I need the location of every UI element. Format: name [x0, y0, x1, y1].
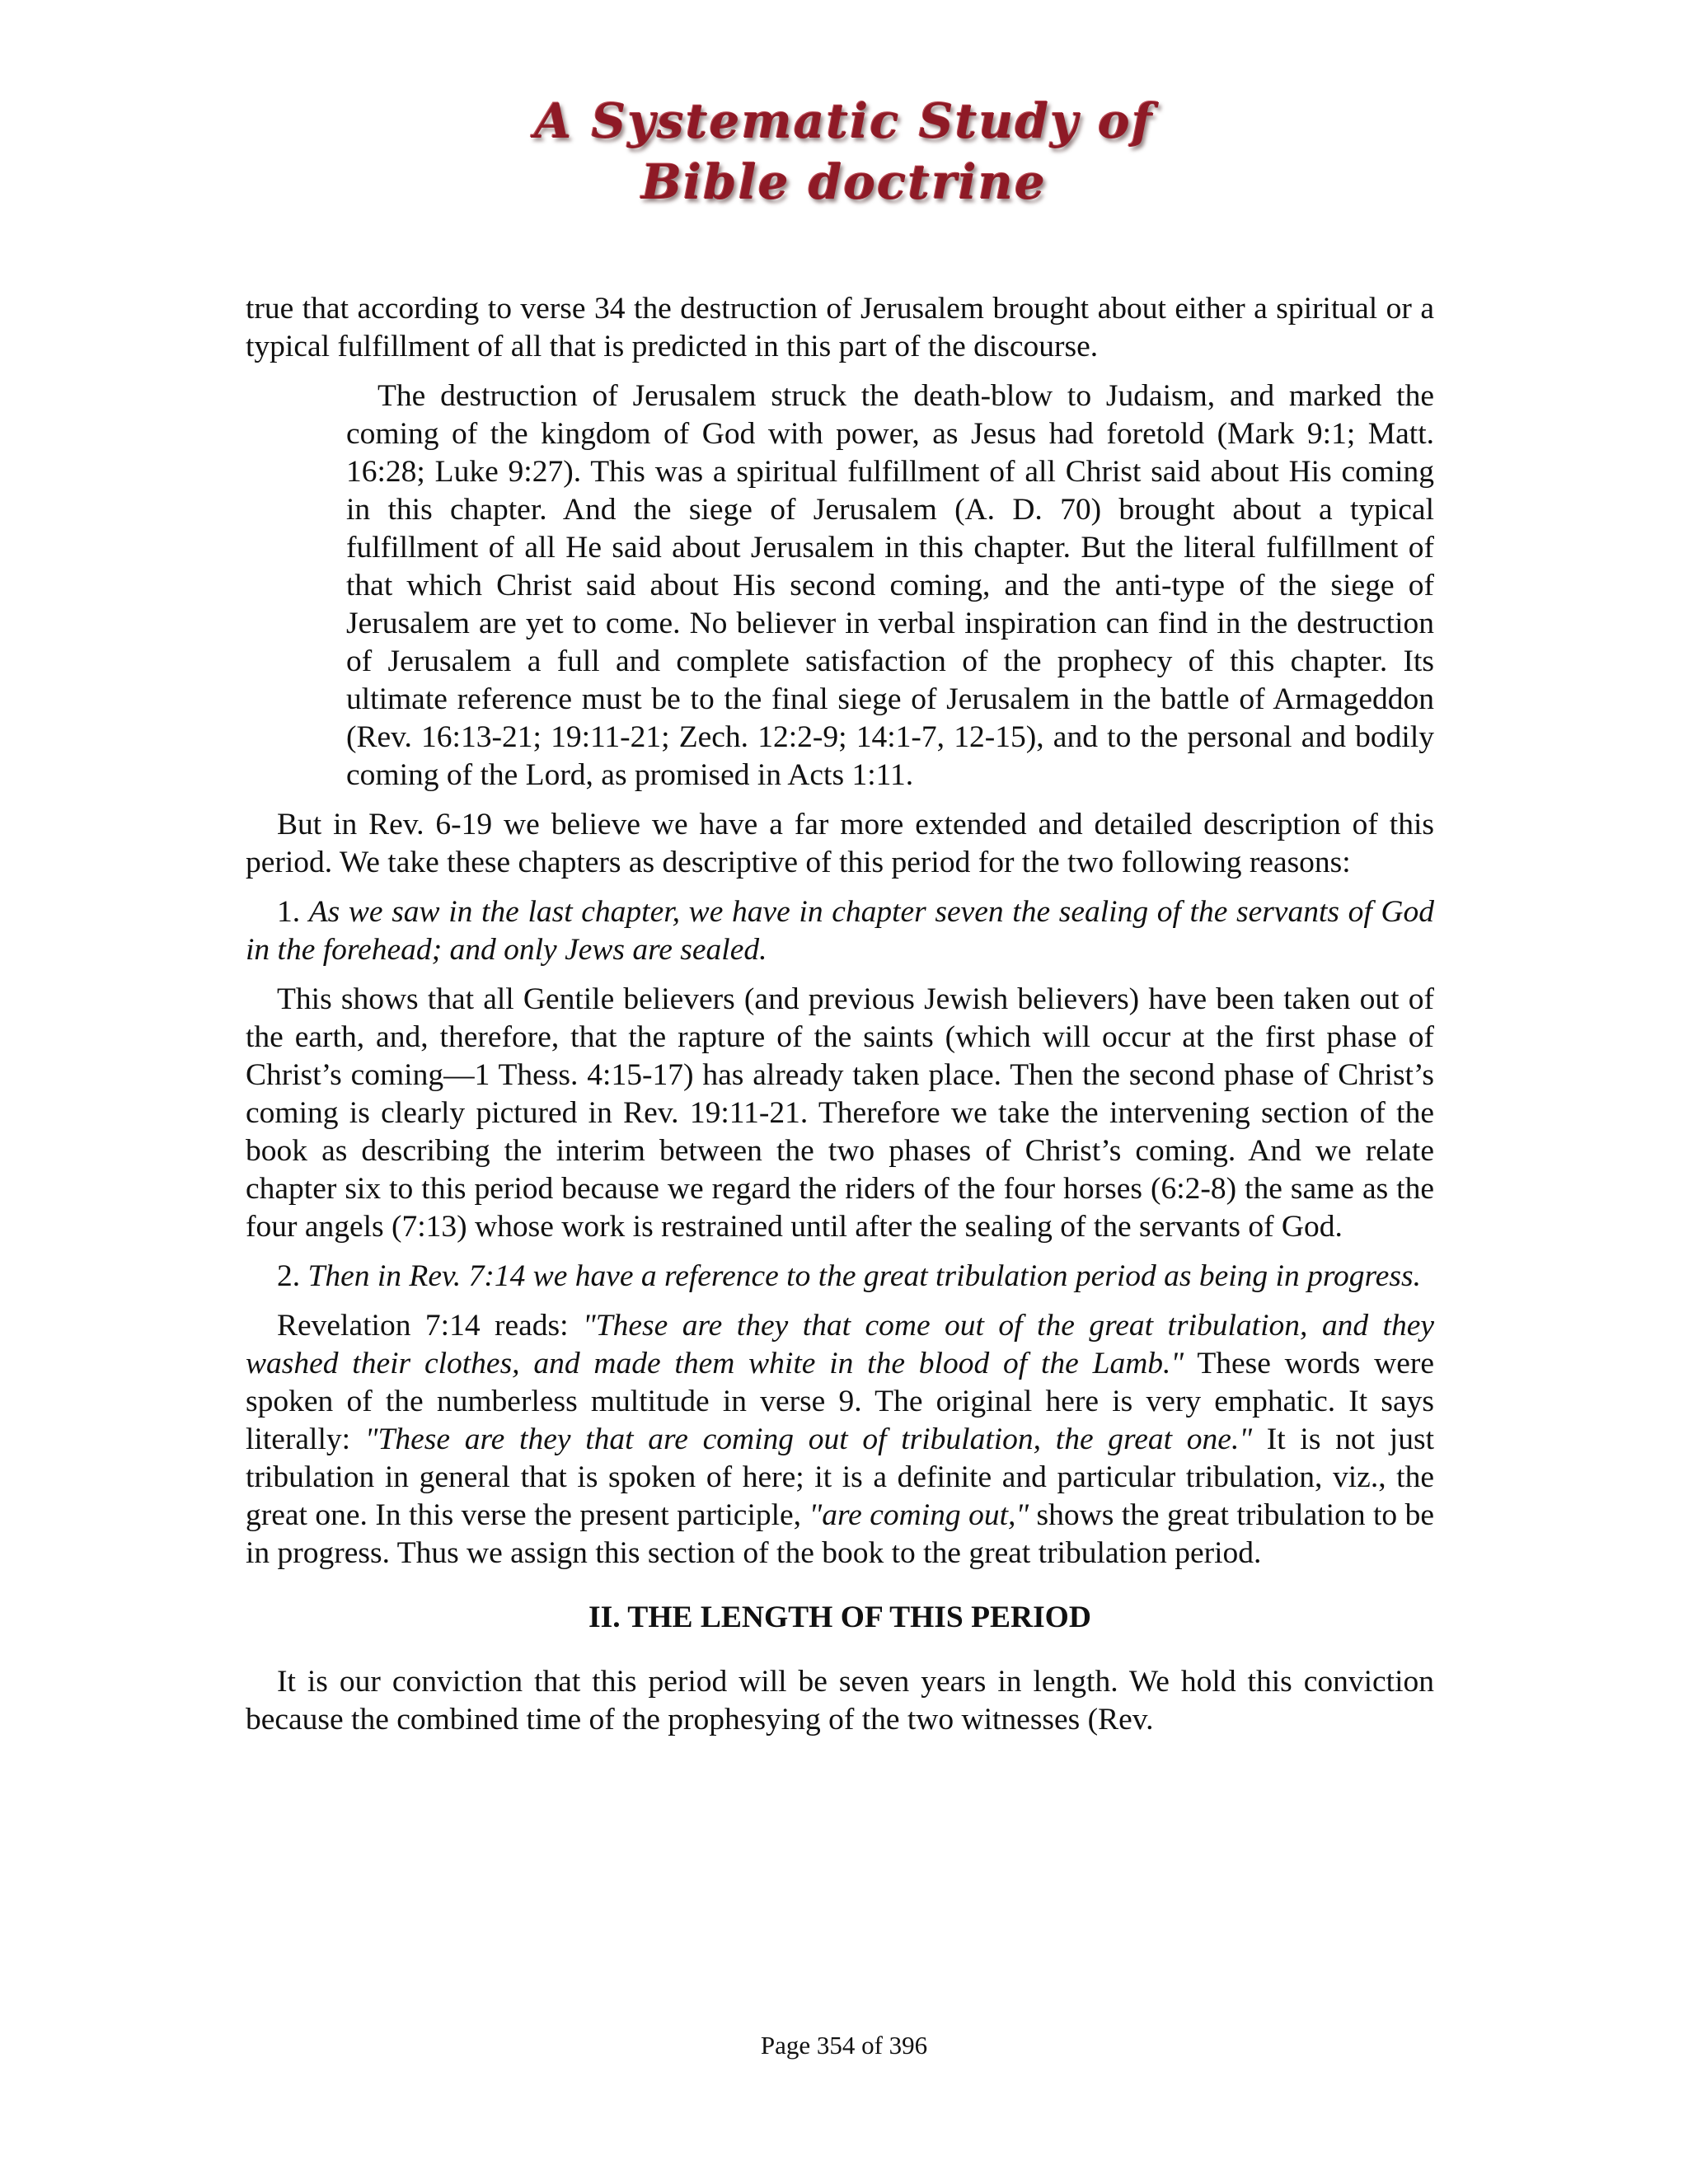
paragraph-continuation: true that according to verse 34 the destruction of Jerusalem brought about either a spiritual or a typical fulfillment of all that is predicted in this part of the discourse.	[246, 292, 1434, 363]
page-number: Page 354 of 396	[760, 2031, 928, 2060]
participle-quote: "are coming out,"	[809, 1498, 1029, 1532]
tribulation-commentary: It is not just tribulation in general that is spoken of here; it is a definite and particular tribulation, viz., the great one. In this verse the present participle,	[246, 1422, 1434, 1532]
reason-2-number: 2.	[277, 1259, 301, 1293]
book-title-banner	[0, 91, 1688, 213]
section-heading: II. THE LENGTH OF THIS PERIOD	[588, 1601, 1091, 1634]
paragraph-length-of-period: It is our conviction that this period will be seven years in length. We hold this conviction because the combined time of the prophesying of the two witnesses (Rev.	[246, 1665, 1434, 1736]
paragraph-gentile-believers: This shows that all Gentile believers (and previous Jewish believers) have been taken out of the earth, and, therefore, that the rapture of the saints (which will occur at the first phase of Christ’s coming—1 Thess. 4:15-17) has already taken place. Then the second phase of Christ’s coming is clearly pictured in Rev. 19:11-21. Therefore we take the intervening section of the book as describing the interim between the two phases of Christ’s coming. And we relate chapter six to this period because we regard the riders of the four horses (6:2-8) the same as the four angels (7:13) whose work is restrained until after the sealing of the servants of God.	[246, 982, 1434, 1244]
rev-7-14-intro: Revelation 7:14 reads:	[277, 1309, 584, 1343]
book-title-line-2: Bible doctrine	[641, 154, 1047, 210]
tribulation-conclusion: shows the great tribulation to be in progress. Thus we assign this section of the book to the great tribulation period.	[246, 1498, 1434, 1570]
reason-2	[246, 1258, 1434, 1296]
reason-2-text: Then in Rev. 7:14 we have a reference to the great tribulation period as being in progress.	[307, 1259, 1421, 1293]
rev-7-14-commentary: These words were spoken of the numberless multitude in verse 9. The original here is very emphatic. It says literally:	[246, 1347, 1434, 1456]
rev-7-14-quote: "These are they that come out of the great tribulation, and they washed their clothes, and made them white in the blood of the Lamb."	[246, 1309, 1434, 1380]
paragraph-revelation-7-14	[246, 1307, 1434, 1572]
reason-1-number: 1.	[277, 895, 301, 929]
reason-1	[246, 893, 1434, 969]
book-title-line-1: A Systematic Study of	[534, 93, 1154, 149]
literal-translation-quote: "These are they that are coming out of tribulation, the great one."	[364, 1422, 1253, 1456]
reason-1-text: As we saw in the last chapter, we have in chapter seven the sealing of the servants of God in the forehead; and only Jews are sealed.	[246, 895, 1434, 967]
page-body	[246, 290, 1434, 1750]
block-quote: The destruction of Jerusalem struck the death-blow to Judaism, and marked the coming of the kingdom of God with power, as Jesus had foretold (Mark 9:1; Matt. 16:28; Luke 9:27). This was a spiritual fulfillment of all Christ said about His coming in this chapter. And the siege of Jerusalem (A. D. 70) brought about a typical fulfillment of all He said about Jerusalem in this chapter. But the literal fulfillment of that which Christ said about His second coming, and the anti-type of the siege of Jerusalem are yet to come. No believer in verbal inspiration can find in the destruction of Jerusalem a full and complete satisfaction of the prophecy of this chapter. Its ultimate reference must be to the final siege of Jerusalem in the battle of Armageddon (Rev. 16:13-21; 19:11-21; Zech. 12:2-9; 14:1-7, 12-15), and to the personal and bodily coming of the Lord, as promised in Acts 1:11.	[346, 379, 1434, 792]
paragraph-rev-6-19: But in Rev. 6-19 we believe we have a far more extended and detailed description of this period. We take these chapters as descriptive of this period for the two following reasons:	[246, 808, 1434, 879]
